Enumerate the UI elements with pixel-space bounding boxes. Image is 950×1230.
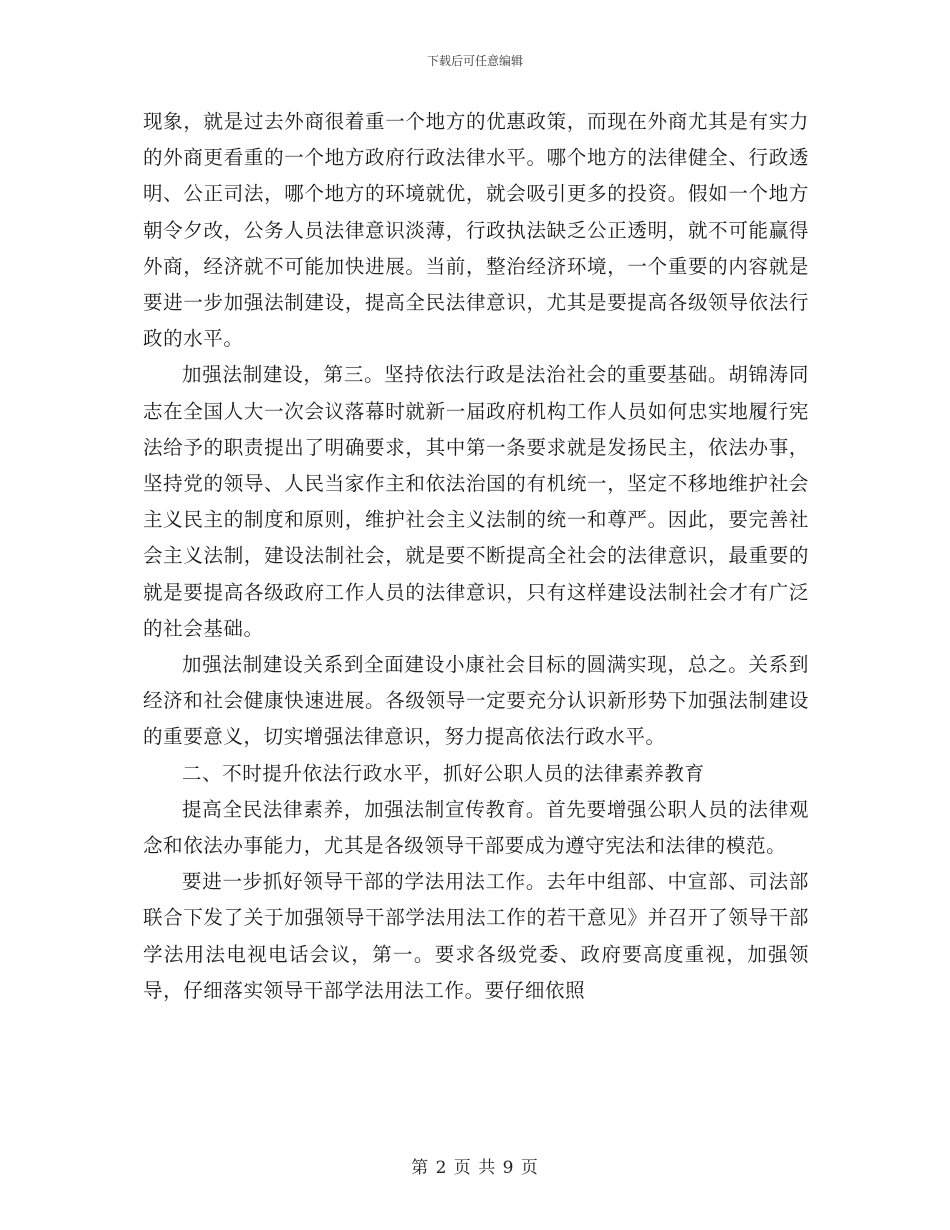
section-heading: 二、不时提升依法行政水平，抓好公职人员的法律素养教育: [182, 761, 705, 785]
paragraph: 加强法制建设关系到全面建设小康社会目标的圆满实现，总之。关系到经济和社会健康快速进展。各级领导一定要充分认识新形势下加强法制建设的重要意义，切实增强法律意识，努力提高依法行政水平。: [143, 653, 809, 749]
page-header: 下载后可任意编辑: [426, 54, 523, 68]
page-footer: 第 2 页 共 9 页: [411, 1158, 539, 1178]
paragraph: 现象，就是过去外商很着重一个地方的优惠政策，而现在外商尤其是有实力的外商更看重的一个地方政府行政法律水平。哪个地方的法律健全、行政透明、公正司法，哪个地方的环境就优，就会吸引更多的投资。假如一个地方朝令夕改，公务人员法律意识淡薄，行政执法缺乏公正透明，就不可能赢得外商，经济就不可能加快进展。当前，整治经济环境，一个重要的内容就是要进一步加强法制建设，提高全民法律意识，尤其是要提高各级领导依法行政的水平。: [143, 110, 809, 351]
paragraph: 要进一步抓好领导干部的学法用法工作。去年中组部、中宣部、司法部联合下发了关于加强领导干部学法用法工作的若干意见》并召开了领导干部学法用法电视电话会议，第一。要求各级党委、政府要高度重视，加强领导，仔细落实领导干部学法用法工作。要仔细依照: [143, 870, 809, 1002]
paragraph: 提高全民法律素养，加强法制宣传教育。首先要增强公职人员的法律观念和依法办事能力，尤其是各级领导干部要成为遵守宪法和法律的模范。: [143, 797, 809, 858]
document-body: [143, 104, 809, 1009]
paragraph: 加强法制建设，第三。坚持依法行政是法治社会的重要基础。胡锦涛同志在全国人大一次会议落幕时就新一届政府机构工作人员如何忠实地履行宪法给予的职责提出了明确要求，其中第一条要求就是发扬民主，依法办事，坚持党的领导、人民当家作主和依法治国的有机统一，坚定不移地维护社会主义民主的制度和原则，维护社会主义法制的统一和尊严。因此，要完善社会主义法制，建设法制社会，就是要不断提高全社会的法律意识，最重要的就是要提高各级政府工作人员的法律意识，只有这样建设法制社会才有广泛的社会基础。: [143, 363, 809, 640]
